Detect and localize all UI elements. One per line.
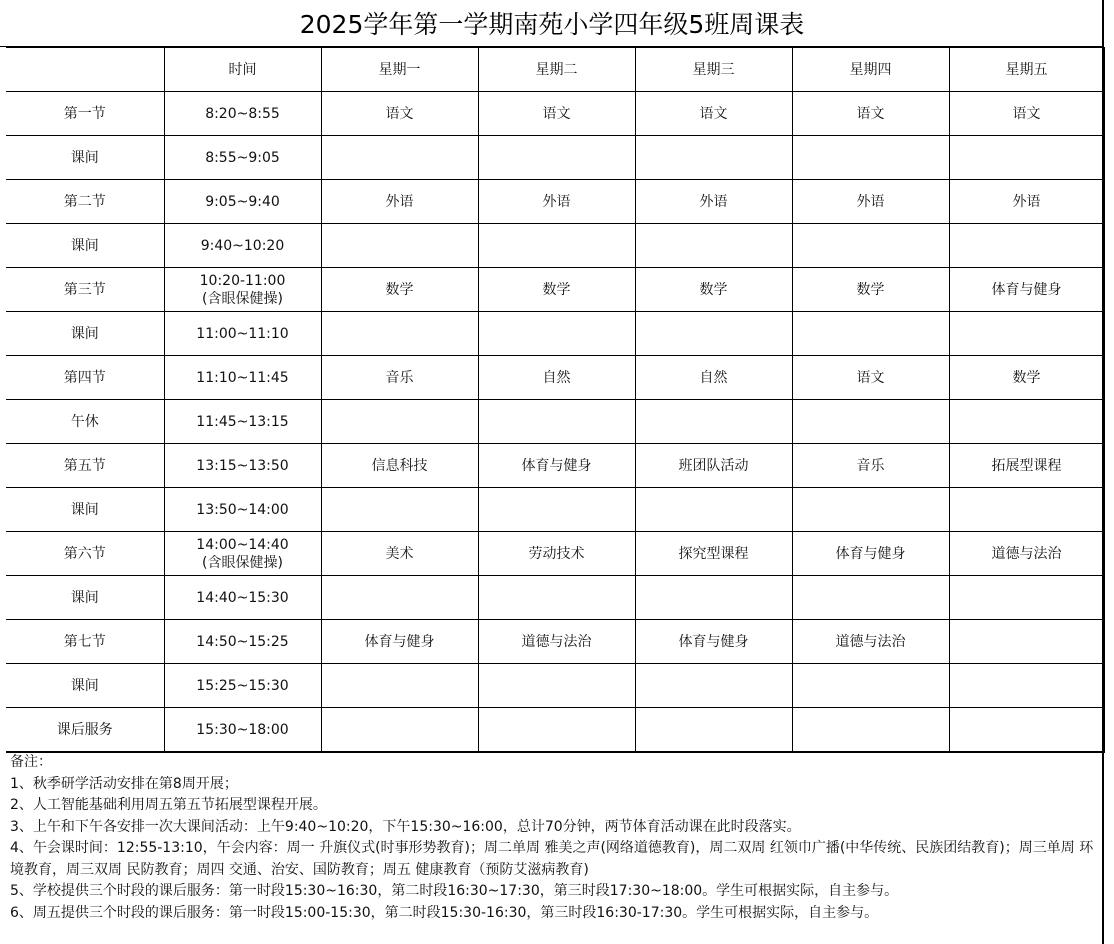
subject-cell[interactable]: 语文 bbox=[478, 92, 635, 136]
subject-cell[interactable]: 自然 bbox=[635, 356, 792, 400]
period-label-cell[interactable]: 第一节 bbox=[6, 92, 164, 136]
period-label-cell[interactable]: 课间 bbox=[6, 136, 164, 180]
subject-cell[interactable] bbox=[792, 224, 949, 268]
table-row bbox=[6, 92, 1104, 136]
subject-cell[interactable]: 探究型课程 bbox=[635, 532, 792, 576]
subject-cell[interactable] bbox=[321, 664, 478, 708]
time-range: 9:40~10:20 bbox=[200, 237, 285, 254]
subject-cell[interactable]: 语文 bbox=[949, 92, 1104, 136]
subject-cell[interactable] bbox=[949, 400, 1104, 444]
table-row bbox=[6, 400, 1104, 444]
subject-cell[interactable] bbox=[321, 224, 478, 268]
subject-cell[interactable]: 美术 bbox=[321, 532, 478, 576]
subject-cell[interactable] bbox=[635, 224, 792, 268]
subject-cell[interactable] bbox=[478, 664, 635, 708]
subject-cell[interactable]: 数学 bbox=[792, 268, 949, 312]
time-cell[interactable] bbox=[164, 576, 321, 620]
time-cell[interactable] bbox=[164, 400, 321, 444]
table-row bbox=[6, 444, 1104, 488]
time-cell[interactable] bbox=[164, 136, 321, 180]
subject-cell[interactable] bbox=[321, 488, 478, 532]
subject-cell[interactable]: 体育与健身 bbox=[792, 532, 949, 576]
time-range: 8:20~8:55 bbox=[205, 105, 280, 122]
subject-cell[interactable] bbox=[792, 400, 949, 444]
subject-cell[interactable] bbox=[949, 708, 1104, 753]
subject-cell[interactable] bbox=[478, 224, 635, 268]
subject-cell[interactable] bbox=[478, 488, 635, 532]
subject-cell[interactable] bbox=[478, 136, 635, 180]
subject-cell[interactable]: 外语 bbox=[949, 180, 1104, 224]
subject-cell[interactable] bbox=[635, 488, 792, 532]
table-row bbox=[6, 356, 1104, 400]
subject-cell[interactable]: 语文 bbox=[792, 356, 949, 400]
time-range: 15:30~18:00 bbox=[196, 721, 289, 738]
table-row bbox=[6, 620, 1104, 664]
period-label-cell[interactable]: 课间 bbox=[6, 488, 164, 532]
note-line: 6、周五提供三个时段的课后服务：第一时段15:00-15:30，第二时段15:30-16:30，第三时段16:30-17:30。学生可根据实际，自主参与。 bbox=[10, 904, 879, 921]
schedule-body bbox=[6, 48, 1104, 753]
subject-cell[interactable] bbox=[635, 312, 792, 356]
time-note: (含眼保健操) bbox=[202, 290, 283, 307]
header-cell[interactable]: 星期一 bbox=[321, 48, 478, 92]
period-label-cell[interactable]: 第二节 bbox=[6, 180, 164, 224]
table-row bbox=[6, 576, 1104, 620]
page-title: 2025学年第一学期南苑小学四年级5班周课表 bbox=[0, 0, 1104, 47]
subject-cell[interactable] bbox=[478, 400, 635, 444]
subject-cell[interactable]: 拓展型课程 bbox=[949, 444, 1104, 488]
table-row bbox=[6, 532, 1104, 576]
notes-section bbox=[10, 752, 1100, 924]
time-cell[interactable] bbox=[164, 664, 321, 708]
period-label-cell[interactable]: 午休 bbox=[6, 400, 164, 444]
time-cell[interactable] bbox=[164, 356, 321, 400]
header-cell[interactable]: 星期五 bbox=[949, 48, 1104, 92]
note-line: 1、秋季研学活动安排在第8周开展； bbox=[10, 775, 238, 792]
note-line: 4、午会课时间：12:55-13:10，午会内容：周一 升旗仪式(时事形势教育)；周二单周 雅美之声(网络道德教育)，周二双周 红领巾广播(中华传统、民族团结教育)；周三单周 环境教育，周三双周 民防教育；周四 交通、治安、国防教育；周五 健康教育（预防艾滋病教育) bbox=[10, 840, 1094, 878]
time-range: 14:00~14:40 bbox=[196, 536, 289, 553]
subject-cell[interactable] bbox=[949, 312, 1104, 356]
subject-cell[interactable] bbox=[478, 708, 635, 753]
header-cell[interactable]: 星期三 bbox=[635, 48, 792, 92]
time-range: 15:25~15:30 bbox=[196, 677, 289, 694]
time-range: 11:45~13:15 bbox=[196, 413, 289, 430]
subject-cell[interactable]: 数学 bbox=[949, 356, 1104, 400]
time-range: 10:20-11:00 bbox=[199, 272, 286, 289]
table-row bbox=[6, 708, 1104, 753]
time-cell[interactable] bbox=[164, 488, 321, 532]
time-cell[interactable] bbox=[164, 92, 321, 136]
time-range: 11:00~11:10 bbox=[196, 325, 289, 342]
subject-cell[interactable]: 音乐 bbox=[792, 444, 949, 488]
subject-cell[interactable]: 外语 bbox=[321, 180, 478, 224]
subject-cell[interactable]: 体育与健身 bbox=[478, 444, 635, 488]
time-range: 8:55~9:05 bbox=[205, 149, 280, 166]
time-cell[interactable] bbox=[164, 312, 321, 356]
time-cell[interactable] bbox=[164, 620, 321, 664]
period-label-cell[interactable]: 课间 bbox=[6, 576, 164, 620]
subject-cell[interactable] bbox=[635, 400, 792, 444]
subject-cell[interactable]: 语文 bbox=[635, 92, 792, 136]
subject-cell[interactable]: 外语 bbox=[792, 180, 949, 224]
subject-cell[interactable] bbox=[635, 576, 792, 620]
period-label-cell[interactable]: 课间 bbox=[6, 664, 164, 708]
subject-cell[interactable]: 道德与法治 bbox=[478, 620, 635, 664]
time-range: 11:10~11:45 bbox=[196, 369, 289, 386]
subject-cell[interactable] bbox=[949, 664, 1104, 708]
period-label-cell[interactable]: 课间 bbox=[6, 312, 164, 356]
subject-cell[interactable] bbox=[635, 708, 792, 753]
header-cell[interactable]: 星期四 bbox=[792, 48, 949, 92]
subject-cell[interactable]: 体育与健身 bbox=[635, 620, 792, 664]
subject-cell[interactable] bbox=[321, 708, 478, 753]
subject-cell[interactable] bbox=[949, 620, 1104, 664]
time-range: 14:40~15:30 bbox=[196, 589, 289, 606]
time-range: 9:05~9:40 bbox=[205, 193, 280, 210]
subject-cell[interactable] bbox=[792, 664, 949, 708]
header-row bbox=[6, 48, 1104, 92]
subject-cell[interactable] bbox=[792, 312, 949, 356]
subject-cell[interactable]: 数学 bbox=[635, 268, 792, 312]
subject-cell[interactable] bbox=[792, 708, 949, 753]
subject-cell[interactable]: 道德与法治 bbox=[949, 532, 1104, 576]
subject-cell[interactable]: 信息科技 bbox=[321, 444, 478, 488]
time-range: 14:50~15:25 bbox=[196, 633, 289, 650]
note-line: 2、人工智能基础利用周五第五节拓展型课程开展。 bbox=[10, 797, 327, 813]
subject-cell[interactable] bbox=[792, 136, 949, 180]
subject-cell[interactable] bbox=[478, 312, 635, 356]
table-row bbox=[6, 268, 1104, 312]
subject-cell[interactable] bbox=[949, 576, 1104, 620]
time-range: 13:50~14:00 bbox=[196, 501, 289, 518]
subject-cell[interactable] bbox=[635, 136, 792, 180]
subject-cell[interactable] bbox=[321, 576, 478, 620]
time-cell[interactable] bbox=[164, 532, 321, 576]
table-row bbox=[6, 136, 1104, 180]
table-row bbox=[6, 488, 1104, 532]
time-note: (含眼保健操) bbox=[202, 554, 283, 571]
subject-cell[interactable] bbox=[635, 664, 792, 708]
subject-cell[interactable] bbox=[792, 576, 949, 620]
subject-cell[interactable] bbox=[321, 400, 478, 444]
subject-cell[interactable]: 劳动技术 bbox=[478, 532, 635, 576]
time-cell[interactable] bbox=[164, 444, 321, 488]
table-row bbox=[6, 180, 1104, 224]
subject-cell[interactable]: 语文 bbox=[792, 92, 949, 136]
subject-cell[interactable] bbox=[949, 224, 1104, 268]
time-cell[interactable] bbox=[164, 708, 321, 753]
note-line: 3、上午和下午各安排一次大课间活动：上午9:40~10:20，下午15:30~16:00，总计70分钟，两节体育活动课在此时段落实。 bbox=[10, 818, 801, 835]
time-cell[interactable] bbox=[164, 268, 321, 312]
period-label-cell[interactable]: 课后服务 bbox=[6, 708, 164, 753]
period-label-cell[interactable]: 课间 bbox=[6, 224, 164, 268]
subject-cell[interactable]: 班团队活动 bbox=[635, 444, 792, 488]
table-row bbox=[6, 312, 1104, 356]
time-cell[interactable] bbox=[164, 180, 321, 224]
header-cell[interactable] bbox=[6, 48, 164, 92]
subject-cell[interactable]: 自然 bbox=[478, 356, 635, 400]
subject-cell[interactable] bbox=[949, 488, 1104, 532]
subject-cell[interactable]: 体育与健身 bbox=[949, 268, 1104, 312]
period-label-cell[interactable]: 第七节 bbox=[6, 620, 164, 664]
header-cell[interactable]: 时间 bbox=[164, 48, 321, 92]
period-label-cell[interactable]: 第五节 bbox=[6, 444, 164, 488]
subject-cell[interactable]: 数学 bbox=[321, 268, 478, 312]
subject-cell[interactable]: 语文 bbox=[321, 92, 478, 136]
note-line: 5、学校提供三个时段的课后服务：第一时段15:30~16:30，第二时段16:30~17:30，第三时段17:30~18:00。学生可根据实际，自主参与。 bbox=[10, 883, 899, 899]
subject-cell[interactable]: 体育与健身 bbox=[321, 620, 478, 664]
subject-cell[interactable] bbox=[949, 136, 1104, 180]
subject-cell[interactable] bbox=[478, 576, 635, 620]
period-label-cell[interactable]: 第六节 bbox=[6, 532, 164, 576]
time-cell[interactable] bbox=[164, 224, 321, 268]
header-cell[interactable]: 星期二 bbox=[478, 48, 635, 92]
subject-cell[interactable]: 外语 bbox=[635, 180, 792, 224]
table-row bbox=[6, 224, 1104, 268]
time-range: 13:15~13:50 bbox=[196, 457, 289, 474]
table-row bbox=[6, 664, 1104, 708]
subject-cell[interactable]: 外语 bbox=[478, 180, 635, 224]
period-label-cell[interactable]: 第四节 bbox=[6, 356, 164, 400]
subject-cell[interactable]: 数学 bbox=[478, 268, 635, 312]
period-label-cell[interactable]: 第三节 bbox=[6, 268, 164, 312]
subject-cell[interactable]: 道德与法治 bbox=[792, 620, 949, 664]
subject-cell[interactable] bbox=[321, 312, 478, 356]
subject-cell[interactable] bbox=[321, 136, 478, 180]
subject-cell[interactable] bbox=[792, 488, 949, 532]
subject-cell[interactable]: 音乐 bbox=[321, 356, 478, 400]
note-line: 备注： bbox=[10, 754, 52, 770]
schedule-table bbox=[6, 47, 1105, 753]
